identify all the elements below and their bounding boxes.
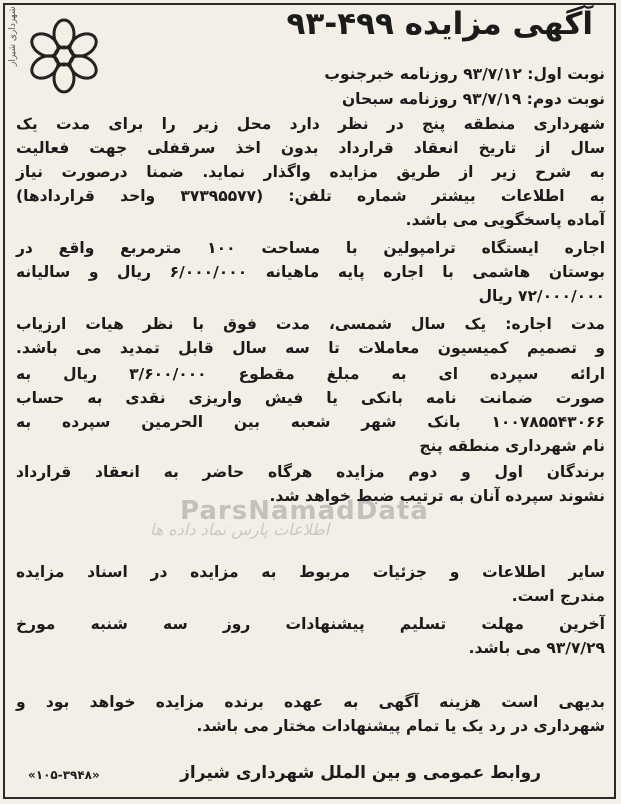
duration-line: و تصمیم کمیسیون معاملات تا سه سال قابل تمدید می باشد.: [16, 339, 605, 357]
closing-line: شهرداری در رد یک یا تمام پیشنهادات مختار می باشد.: [196, 717, 605, 735]
notice-title: آگهی مزایده ۴۹۹-۹۳: [286, 6, 593, 42]
intro-line: سال از تاریخ انعقاد قرارداد بدون اخذ سرقفلی جهت فعالیت: [16, 139, 605, 157]
notice-code: «۱۰۵-۳۹۴۸»: [28, 768, 100, 782]
intro-line: به شرح زیر از طریق مزایده واگذار نماید. ضمنا درصورت نیاز: [16, 163, 605, 181]
logo-caption: شهرداری شیراز: [8, 6, 18, 66]
intro-line: آماده پاسخگویی می باشد.: [405, 211, 605, 229]
first-notice: نوبت اول: ۹۳/۷/۱۲ روزنامه خبرجنوب: [324, 65, 605, 83]
item-line: ۷۲/۰۰۰/۰۰۰ ریال: [478, 287, 605, 305]
winners-line: برندگان اول و دوم مزایده هرگاه حاضر به انعقاد قرارداد: [16, 463, 605, 481]
other-info-line: مندرج است.: [511, 587, 605, 605]
deposit-line: صورت ضمانت نامه بانکی یا فیش واریزی نقدی به حساب: [16, 389, 605, 407]
duration-line: مدت اجاره: یک سال شمسی، مدت فوق با نظر هیات ارزیاب: [16, 315, 605, 333]
watermark-persian: اطلاعات پارس نماد داده ها: [150, 520, 330, 539]
item-line: اجاره ایستگاه ترامپولین با مساحت ۱۰۰ مترمربع واقع در: [16, 239, 606, 257]
watermark-latin: ParsNamadData: [180, 496, 429, 526]
intro-line: شهرداری منطقه پنج در نظر دارد محل زیر را برای مدت یک: [16, 115, 605, 133]
deposit-line: ارائه سپرده ای به مبلغ مقطوع ۳/۶۰۰/۰۰۰ ریال به: [16, 365, 606, 383]
deposit-line: ۱۰۰۷۸۵۵۴۳۰۶۶ بانک شهر شعبه بین الحرمین سپرده به: [16, 413, 605, 431]
deadline-line: ۹۳/۷/۲۹ می باشد.: [468, 639, 605, 657]
other-info-line: سایر اطلاعات و جزئیات مربوط به مزایده در اسناد مزایده: [16, 563, 605, 581]
item-line: بوستان هاشمی با اجاره پایه ماهیانه ۶/۰۰۰/۰۰۰ ریال و سالیانه: [16, 263, 606, 281]
second-notice: نوبت دوم: ۹۳/۷/۱۹ روزنامه سبحان: [341, 90, 605, 108]
intro-line: به اطلاعات بیشتر شماره تلفن: (۳۷۳۹۵۵۷۷ واحد قراردادها): [16, 187, 605, 205]
winners-line: نشوند سپرده آنان به ترتیب ضبط خواهد شد.: [269, 487, 605, 505]
closing-line: بدیهی است هزینه آگهی به عهده برنده مزایده خواهد بود و: [16, 693, 605, 711]
municipality-flower-logo-icon: [14, 12, 106, 104]
signature: روابط عمومی و بین الملل شهرداری شیراز: [180, 763, 541, 783]
deposit-line: نام شهرداری منطقه پنج: [419, 437, 605, 455]
deadline-line: آخرین مهلت تسلیم پیشنهادات روز سه شنبه مورخ: [16, 615, 605, 633]
